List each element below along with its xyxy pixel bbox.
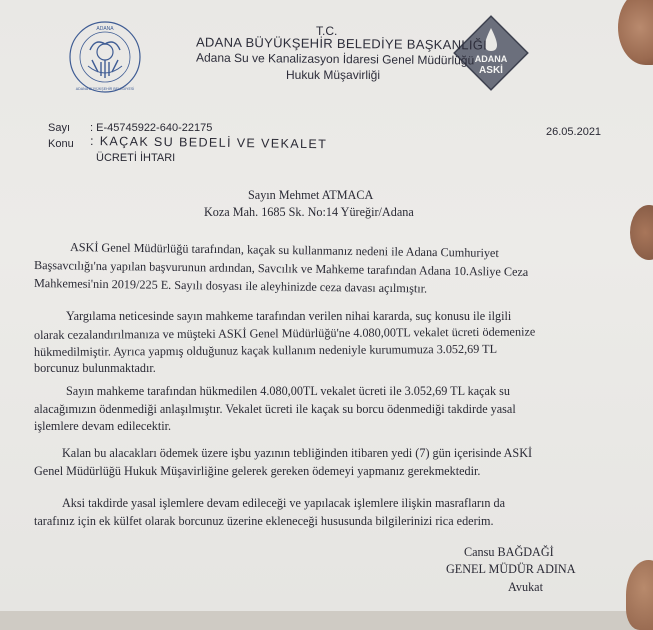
p1-line2: Başsavcılığı'na yapılan başvurunun ardından, Savcılık ve Mahkeme tarafından Adana 10.Asliye Ceza bbox=[33, 258, 529, 279]
signature-role: Avukat bbox=[508, 580, 543, 594]
left-logo-title: ADANA bbox=[96, 26, 114, 32]
signature-title: GENEL MÜDÜR ADINA bbox=[446, 562, 576, 576]
konu-label: Konu bbox=[48, 138, 74, 150]
p2-line4: borcunuz bulunmaktadır. bbox=[34, 361, 156, 375]
letter-date: 26.05.2021 bbox=[546, 126, 602, 138]
header-line3: Hukuk Müşavirliği bbox=[286, 68, 381, 82]
sayi-value: : E-45745922-640-22175 bbox=[90, 122, 213, 134]
recipient-name: Sayın Mehmet ATMACA bbox=[248, 188, 374, 202]
adana-municipality-logo bbox=[68, 20, 142, 94]
header-line1: ADANA BÜYÜKŞEHİR BELEDİYE BAŞKANLIĞI bbox=[195, 34, 488, 53]
konu-value-1: : KAÇAK SU BEDELİ VE VEKALET bbox=[89, 134, 328, 152]
p2-line1: Yargılama neticesinde sayın mahkeme tarafından verilen nihai kararda, suç konusu ile ilgili bbox=[66, 309, 512, 323]
p2-line2: olarak cezalandırılmanıza ve müşteki ASKİ Genel Müdürlüğü'ne 4.080,00TL vekalet ücreti ödemenize bbox=[33, 324, 536, 342]
right-logo-line1: ADANA bbox=[474, 54, 508, 64]
p3-line3: işlemlere devam edilecektir. bbox=[34, 419, 172, 433]
p3-line2: alacağımızın ödenmediği anlaşılmıştır. Vekalet ücreti ile kaçak su borcu ödenmediği takdirde yasal bbox=[34, 402, 516, 416]
p4-line1: Kalan bu alacakları ödemek üzere işbu yazının tebliğinden itibaren yedi (7) gün içerisinde ASKİ bbox=[62, 446, 533, 460]
p1-line1: ASKİ Genel Müdürlüğü tarafından, kaçak su kullanmanız nedeni ile Adana Cumhuriyet bbox=[69, 240, 499, 260]
p5-line1: Aksi takdirde yasal işlemlere devam edileceği ve yapılacak işlemlere ilişkin masrafların da bbox=[62, 496, 505, 510]
right-logo-line2: ASKİ bbox=[479, 65, 503, 76]
recipient-address: Koza Mah. 1685 Sk. No:14 Yüreğir/Adana bbox=[204, 205, 414, 219]
p2-line3: hükmedilmiştir. Ayrıca yapmış olduğunuz kaçak kullanım nedeniyle kurumumuza 3.052,69 TL bbox=[33, 341, 498, 359]
left-logo-ring-text: ADANA BÜYÜKŞEHİR BELEDİYESİ bbox=[75, 87, 135, 91]
header-tc: T.C. bbox=[316, 24, 338, 38]
p5-line2: tarafınız için ek külfet olarak borcunuz üzerine ekleneceği hususunda bilgilerinizi rica ederim. bbox=[34, 514, 494, 528]
p1-line3: Mahkemesi'nin 2019/225 E. Sayılı dosyası ile aleyhinizde ceza davası açılmıştır. bbox=[33, 276, 428, 296]
signature-name: Cansu BAĞDAĞİ bbox=[464, 545, 554, 559]
header-line2: Adana Su ve Kanalizasyon İdaresi Genel Müdürlüğü bbox=[195, 50, 475, 68]
konu-value-2: ÜCRETİ İHTARI bbox=[96, 152, 176, 164]
p4-line2: Genel Müdürlüğü Hukuk Müşavirliğine gelerek gereken ödemeyi yapmanız gerekmektedir. bbox=[34, 464, 481, 478]
p3-line1: Sayın mahkeme tarafından hükmedilen 4.080,00TL vekalet ücreti ile 3.052,69 TL kaçak su bbox=[66, 384, 510, 398]
sayi-label: Sayı bbox=[48, 122, 71, 134]
